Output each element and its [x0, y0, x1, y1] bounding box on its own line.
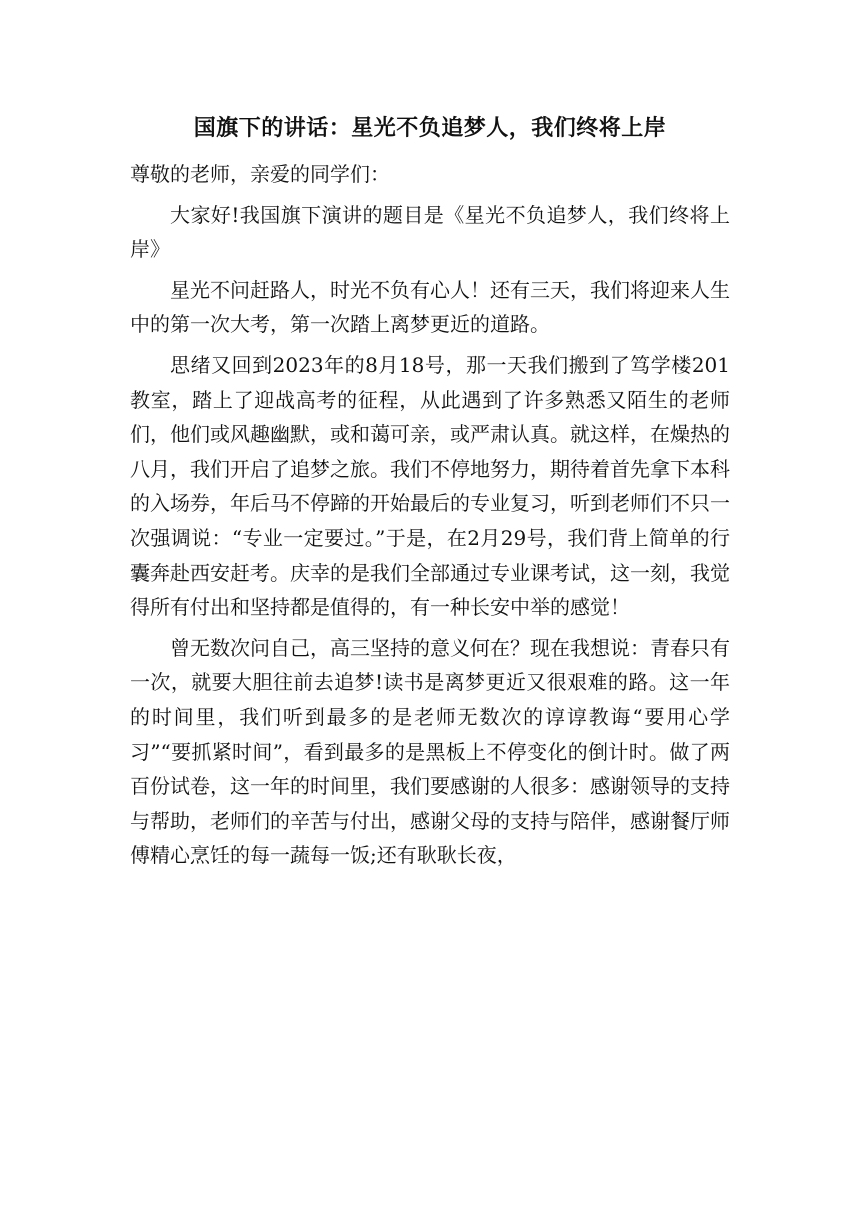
- salutation-paragraph: 尊敬的老师，亲爱的同学们：: [130, 162, 390, 186]
- speech-body: [130, 157, 730, 879]
- body-paragraph: 思绪又回到2023年的8月18号，那一天我们搬到了笃学楼201教室，踏上了迎战高考的征程，从此遇到了许多熟悉又陌生的老师们，他们或风趣幽默，或和蔼可亲，或严肃认真。就这样，在燥热的八月，我们开启了追梦之旅。我们不停地努力，期待着首先拿下本科的入场券，年后马不停蹄的开始最后的专业复习，听到老师们不只一次强调说：“专业一定要过。”于是，在2月29号，我们背上简单的行囊奔赴西安赶考。庆幸的是我们全部通过专业课考试，这一刻，我觉得所有付出和坚持都是值得的，有一种长安中举的感觉！: [130, 352, 730, 620]
- body-paragraph: 曾无数次问自己，高三坚持的意义何在？现在我想说：青春只有一次，就要大胆往前去追梦!读书是离梦更近又很艰难的路。这一年的时间里，我们听到最多的是老师无数次的谆谆教诲“要用心学习”“要抓紧时间”，看到最多的是黑板上不停变化的倒计时。做了两百份试卷，这一年的时间里，我们要感谢的人很多：感谢领导的支持与帮助，老师们的辛苦与付出，感谢父母的支持与陪伴，感谢餐厅师傅精心烹饪的每一蔬每一饭;还有耿耿长夜，: [130, 635, 730, 868]
- body-paragraph: 星光不问赶路人，时光不负有心人！还有三天，我们将迎来人生中的第一次大考，第一次踏上离梦更近的道路。: [130, 277, 730, 337]
- body-paragraph: 大家好!我国旗下演讲的题目是《星光不负追梦人，我们终将上岸》: [130, 202, 730, 262]
- speech-title: 国旗下的讲话：星光不负追梦人，我们终将上岸: [193, 115, 667, 141]
